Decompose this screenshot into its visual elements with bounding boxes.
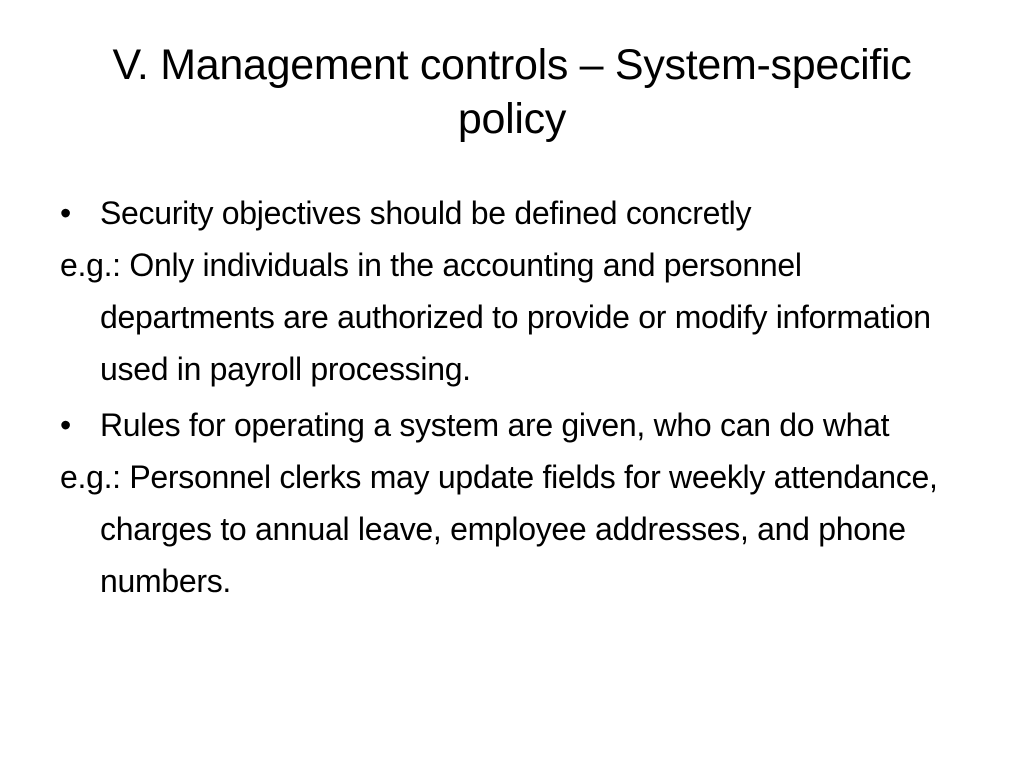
bullet-item [60, 187, 980, 239]
slide-title: V. Management controls – System-specific policy [112, 41, 912, 143]
bullet-text: Rules for operating a system are given, who can do what [100, 407, 890, 443]
example-text: e.g.: Personnel clerks may update fields for weekly attendance, charges to annual leave, employee addresses, and phone numbers. [60, 459, 938, 599]
bullet-item [60, 399, 980, 451]
slide-body [60, 187, 980, 607]
example-text: e.g.: Only individuals in the accounting and personnel departments are authorized to provide or modify information used in payroll processing. [60, 247, 931, 387]
bullet-icon: • [60, 407, 71, 443]
bullet-icon: • [60, 195, 71, 231]
bullet-text: Security objectives should be defined concretly [100, 195, 752, 231]
